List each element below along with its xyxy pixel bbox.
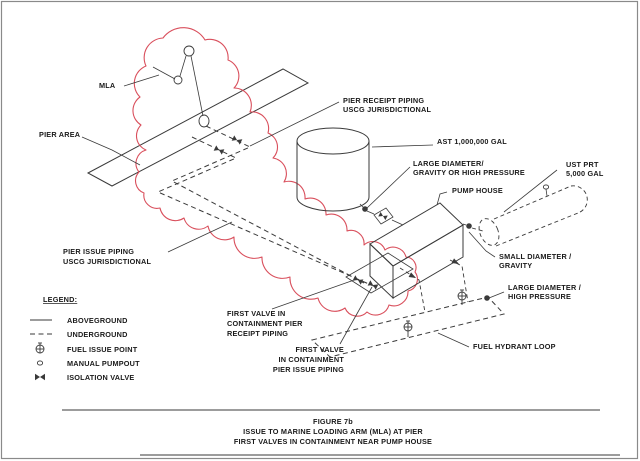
first-valve-receipt-label: CONTAINMENT PIER [227,319,303,328]
fuel-hydrant-loop-label: FUEL HYDRANT LOOP [473,342,556,351]
pier-issue-label: USCG JURISDICTIONAL [63,257,152,266]
mla-label: MLA [99,81,116,90]
large-diameter-hp-label: LARGE DIAMETER / [508,283,581,292]
legend-heading: LEGEND: [43,295,78,304]
ust-prt-label: 5,000 GAL [566,169,604,178]
first-valve-issue-label: IN CONTAINMENT [278,355,344,364]
legend-item-label: ABOVEGROUND [67,316,128,325]
first-valve-receipt-label: FIRST VALVE IN [227,309,286,318]
legend-item-label: UNDERGROUND [67,330,128,339]
ast-label: AST 1,000,000 GAL [437,137,507,146]
figure-title-line1: ISSUE TO MARINE LOADING ARM (MLA) AT PIER [243,427,423,436]
pump-house-label: PUMP HOUSE [452,186,503,195]
high-pressure-node [484,295,490,301]
legend-item-label: MANUAL PUMPOUT [67,359,140,368]
legend-item-label: FUEL ISSUE POINT [67,345,138,354]
gravity-line-node [362,206,368,212]
small-diameter-label: SMALL DIAMETER / [499,252,572,261]
figure-number: FIGURE 7b [313,417,353,426]
pier-issue-label: PIER ISSUE PIPING [63,247,135,256]
first-valve-issue-label: FIRST VALVE [295,345,344,354]
pier-receipt-label: USCG JURISDICTIONAL [343,105,432,114]
large-diameter-hp-label: HIGH PRESSURE [508,292,572,301]
first-valve-receipt-label: RECEIPT PIPING [227,329,289,338]
gravity-line-node [466,223,472,229]
figure-title-line2: FIRST VALVES IN CONTAINMENT NEAR PUMP HOUSE [233,437,433,446]
pier-area-label: PIER AREA [39,130,81,139]
large-diameter-gravity-label: GRAVITY OR HIGH PRESSURE [413,168,525,177]
legend-item-label: ISOLATION VALVE [67,373,135,382]
ust-prt-label: UST PRT [566,160,599,169]
small-diameter-label: GRAVITY [499,261,533,270]
pier-receipt-label: PIER RECEIPT PIPING [343,96,425,105]
first-valve-issue-label: PIER ISSUE PIPING [272,365,344,374]
drawing-border [2,2,638,459]
large-diameter-gravity-label: LARGE DIAMETER/ [413,159,484,168]
